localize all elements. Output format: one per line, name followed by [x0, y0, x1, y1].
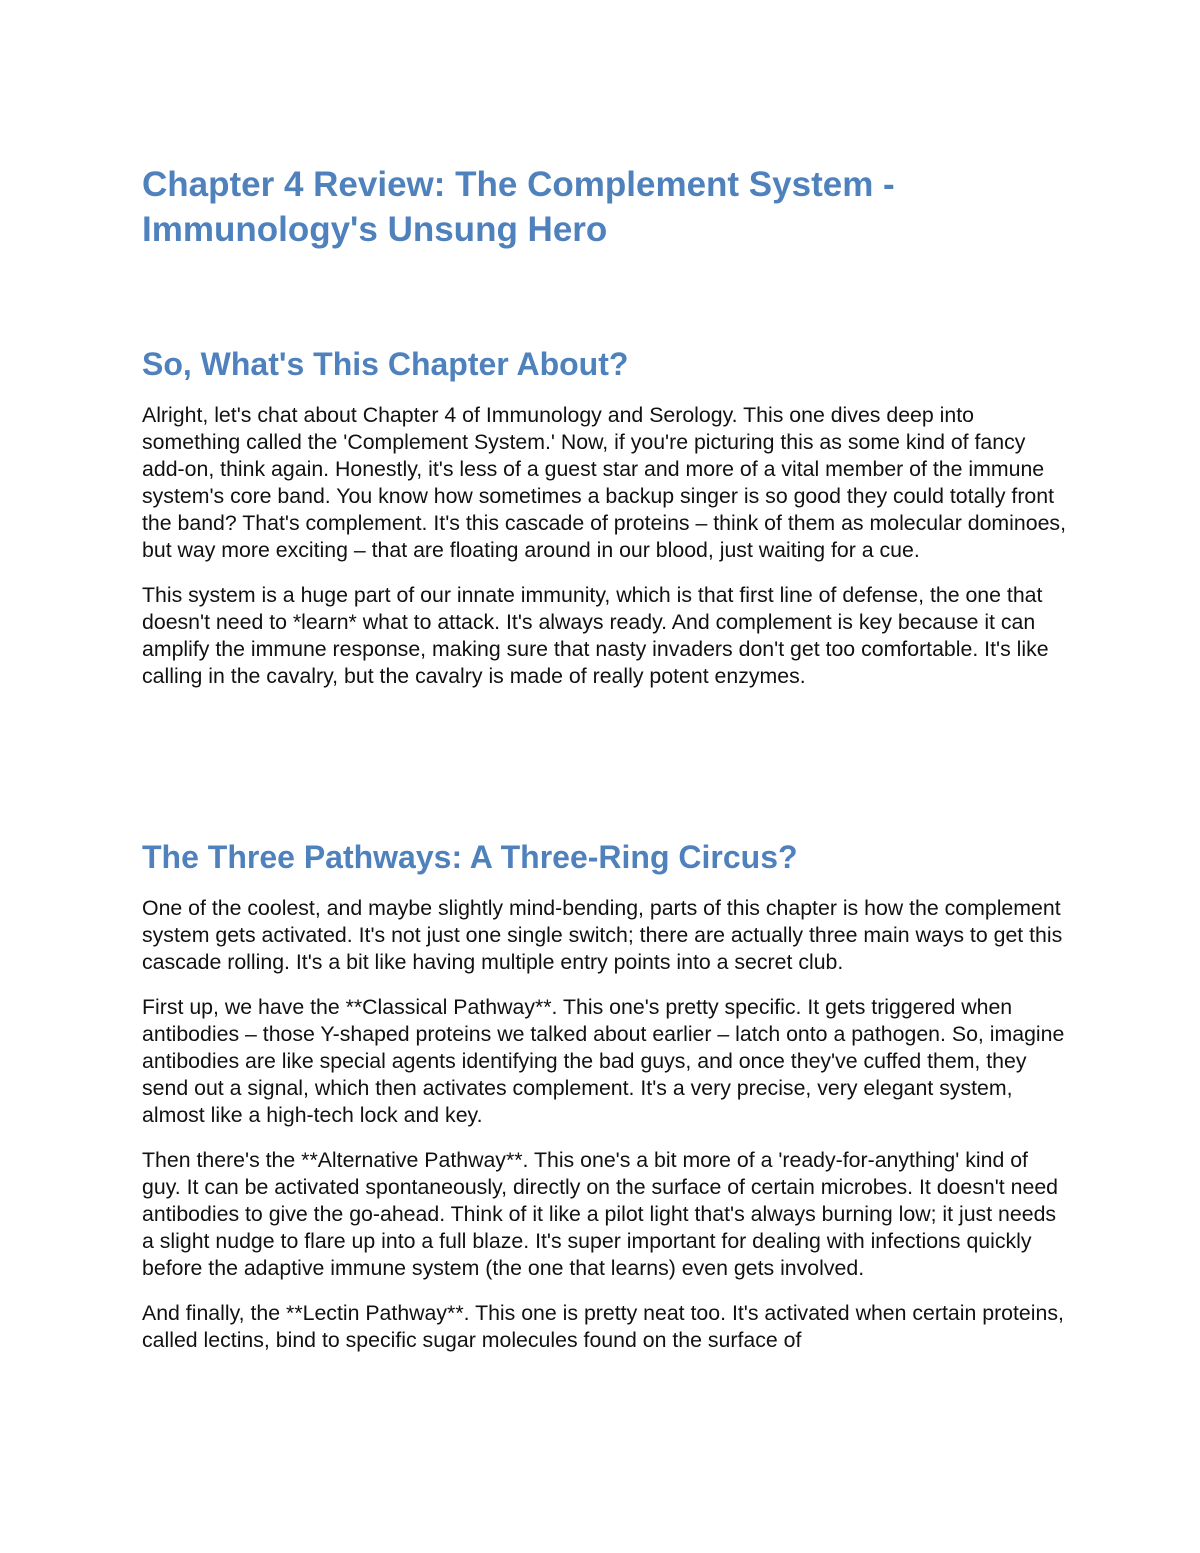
section-heading-three-pathways: The Three Pathways: A Three-Ring Circus?	[142, 839, 798, 875]
section-three-pathways	[142, 895, 1067, 1372]
paragraph: Alright, let's chat about Chapter 4 of Immunology and Serology. This one dives deep into something called the 'Complement System.' Now, if you're picturing this as some kind of fancy add-on, think again. Honestly, it's less of a guest star and more of a vital member of the immune system's core band. You know how sometimes a backup singer is so good they could totally front the band? That's complement. It's this cascade of proteins – think of them as molecular dominoes, but way more exciting – that are floating around in our blood, just waiting for a cue.	[142, 403, 1066, 562]
paragraph: First up, we have the **Classical Pathway**. This one's pretty specific. It gets triggered when antibodies – those Y-shaped proteins we talked about earlier – latch onto a pathogen. So, imagine antibodies are like special agents identifying the bad guys, and once they've cuffed them, they send out a signal, which then activates complement. It's a very precise, very elegant system, almost like a high-tech lock and key.	[142, 995, 1065, 1127]
paragraph: And finally, the **Lectin Pathway**. This one is pretty neat too. It's activated when certain proteins, called lectins, bind to specific sugar molecules found on the surface of	[142, 1301, 1064, 1352]
paragraph: Then there's the **Alternative Pathway**. This one's a bit more of a 'ready-for-anything' kind of guy. It can be activated spontaneously, directly on the surface of certain microbes. It doesn't need antibodies to give the go-ahead. Think of it like a pilot light that's always burning low; it just needs a slight nudge to flare up into a full blaze. It's super important for dealing with infections quickly before the adaptive immune system (the one that learns) even gets involved.	[142, 1148, 1059, 1280]
paragraph: This system is a huge part of our innate immunity, which is that first line of defense, the one that doesn't need to *learn* what to attack. It's always ready. And complement is key because it can amplify the immune response, making sure that nasty invaders don't get too comfortable. It's like calling in the cavalry, but the cavalry is made of really potent enzymes.	[142, 583, 1049, 688]
page-title: Chapter 4 Review: The Complement System - Immunology's Unsung Hero	[142, 165, 895, 249]
section-chapter-about	[142, 402, 1067, 708]
section-heading-chapter-about: So, What's This Chapter About?	[142, 346, 629, 382]
paragraph: One of the coolest, and maybe slightly mind-bending, parts of this chapter is how the complement system gets activated. It's not just one single switch; there are actually three main ways to get this cascade rolling. It's a bit like having multiple entry points into a secret club.	[142, 896, 1063, 974]
